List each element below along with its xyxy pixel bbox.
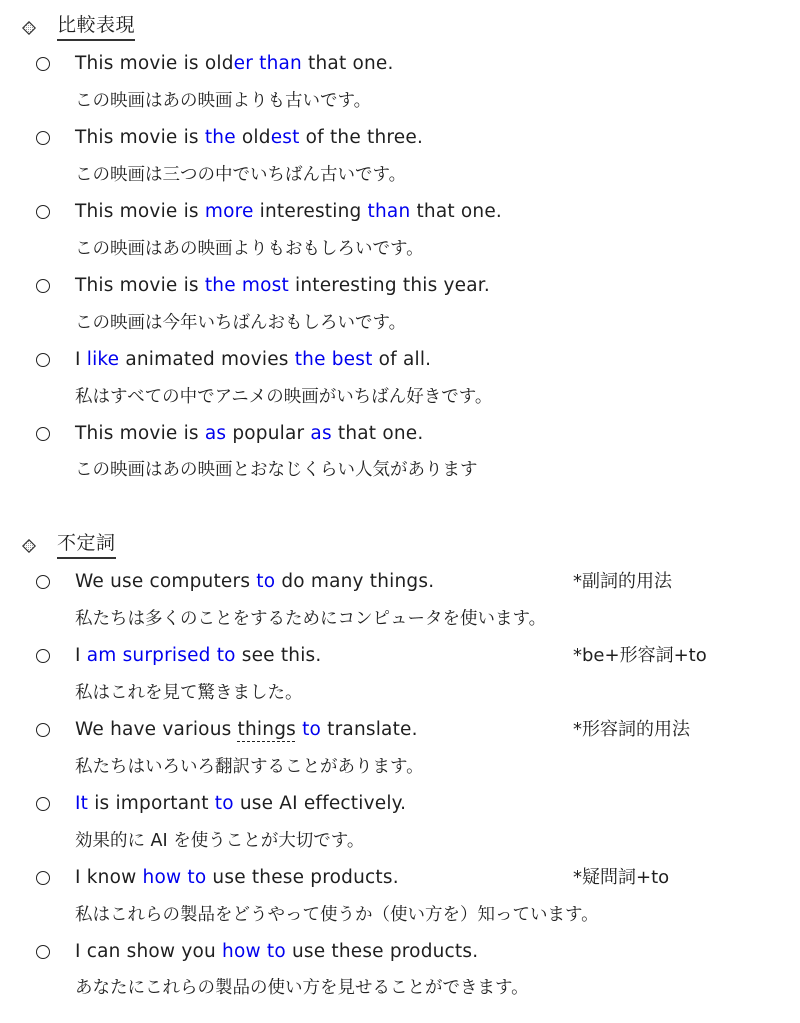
highlighted-phrase: the most <box>204 275 289 296</box>
highlighted-phrase: than <box>367 201 411 222</box>
japanese-translation: この映画はあの映画とおなじくらい人気があります <box>75 460 478 480</box>
japanese-translation: あなたにこれらの製品の使い方を見せることができます。 <box>75 978 529 998</box>
sentence-text: use these products. <box>285 941 479 962</box>
highlighted-phrase: to <box>256 571 276 592</box>
english-sentence <box>75 866 399 890</box>
japanese-translation: 私はこれらの製品をどうやって使うか（使い方を）知っています。 <box>75 905 599 925</box>
highlighted-phrase: as <box>310 423 332 444</box>
sentence-text: This movie is <box>75 423 205 444</box>
circle-bullet-icon <box>36 57 50 71</box>
english-sentence <box>75 718 418 742</box>
highlighted-phrase: like <box>86 349 120 370</box>
sentence-text: see this. <box>235 645 322 666</box>
section-title: 不定詞 <box>57 531 116 559</box>
diamond-icon <box>22 539 35 552</box>
sentence-text: I know <box>75 867 143 888</box>
sentence-text: old <box>235 127 271 148</box>
section-header-infinitive <box>18 530 116 560</box>
circle-bullet-icon <box>36 649 50 663</box>
sentence-text: that one. <box>331 423 424 444</box>
dotted-underlined-word: things <box>237 719 296 740</box>
grammar-note: *副詞的用法 <box>573 571 672 592</box>
sentence-text: translate. <box>321 719 418 740</box>
english-sentence <box>75 940 478 964</box>
japanese-translation: この映画はあの映画よりも古いです。 <box>75 91 372 111</box>
sentence-text: use AI effectively. <box>233 793 407 814</box>
sentence-text: I <box>75 645 87 666</box>
sentence-text: of all. <box>372 349 432 370</box>
english-sentence <box>75 792 406 816</box>
circle-bullet-icon <box>36 279 50 293</box>
highlighted-phrase: am surprised to <box>86 645 236 666</box>
sentence-text: that one. <box>301 53 394 74</box>
sentence-text: We have various <box>75 719 238 740</box>
highlighted-phrase: the <box>204 127 236 148</box>
highlighted-phrase: It <box>75 793 89 814</box>
english-sentence <box>75 348 431 372</box>
japanese-translation: この映画は今年いちばんおもしろいです。 <box>75 313 407 333</box>
sentence-text: interesting this year. <box>288 275 490 296</box>
grammar-note: *be+形容詞+to <box>573 645 707 666</box>
section-header-comparison <box>18 12 135 42</box>
english-sentence <box>75 274 490 298</box>
circle-bullet-icon <box>36 797 50 811</box>
english-sentence <box>75 200 502 224</box>
highlighted-phrase: to <box>302 719 322 740</box>
sentence-text: do many things. <box>275 571 435 592</box>
sentence-text: This movie is <box>75 275 205 296</box>
sentence-text: that one. <box>410 201 503 222</box>
english-sentence <box>75 52 394 76</box>
circle-bullet-icon <box>36 575 50 589</box>
english-sentence <box>75 570 434 594</box>
sentence-text: I <box>75 349 87 370</box>
circle-bullet-icon <box>36 131 50 145</box>
section-title: 比較表現 <box>57 13 135 41</box>
sentence-text: interesting <box>253 201 368 222</box>
highlighted-phrase: as <box>204 423 227 444</box>
japanese-translation: この映画は三つの中でいちばん古いです。 <box>75 165 407 185</box>
sentence-text: popular <box>226 423 311 444</box>
japanese-translation: 効果的に AI を使うことが大切です。 <box>75 831 365 851</box>
highlighted-phrase: est <box>270 127 300 148</box>
highlighted-phrase: how to <box>142 867 207 888</box>
diamond-icon <box>22 21 35 34</box>
highlighted-phrase: the best <box>294 349 373 370</box>
circle-bullet-icon <box>36 871 50 885</box>
highlighted-phrase: more <box>204 201 254 222</box>
circle-bullet-icon <box>36 353 50 367</box>
circle-bullet-icon <box>36 723 50 737</box>
circle-bullet-icon <box>36 427 50 441</box>
english-sentence <box>75 422 423 446</box>
english-sentence <box>75 126 423 150</box>
sentence-text: This movie is <box>75 127 205 148</box>
circle-bullet-icon <box>36 205 50 219</box>
english-sentence <box>75 644 321 668</box>
highlighted-phrase: er than <box>233 53 302 74</box>
sentence-text: I can show you <box>75 941 223 962</box>
japanese-translation: この映画はあの映画よりもおもしろいです。 <box>75 239 424 259</box>
sentence-text: We use computers <box>75 571 257 592</box>
highlighted-phrase: to <box>214 793 234 814</box>
japanese-translation: 私はすべての中でアニメの映画がいちばん好きです。 <box>75 387 493 407</box>
japanese-translation: 私たちは多くのことをするためにコンピュータを使います。 <box>75 609 547 629</box>
circle-bullet-icon <box>36 945 50 959</box>
sentence-text: is important <box>88 793 215 814</box>
grammar-note: *形容詞的用法 <box>573 719 690 740</box>
sentence-text: animated movies <box>119 349 295 370</box>
grammar-note: *疑問詞+to <box>573 867 670 888</box>
japanese-translation: 私たちはいろいろ翻訳することがあります。 <box>75 757 424 777</box>
sentence-text: use these products. <box>206 867 399 888</box>
sentence-text: of the three. <box>299 127 424 148</box>
sentence-text: This movie is old <box>75 53 234 74</box>
highlighted-phrase: how to <box>222 941 286 962</box>
japanese-translation: 私はこれを見て驚きました。 <box>75 683 303 703</box>
sentence-text: This movie is <box>75 201 205 222</box>
